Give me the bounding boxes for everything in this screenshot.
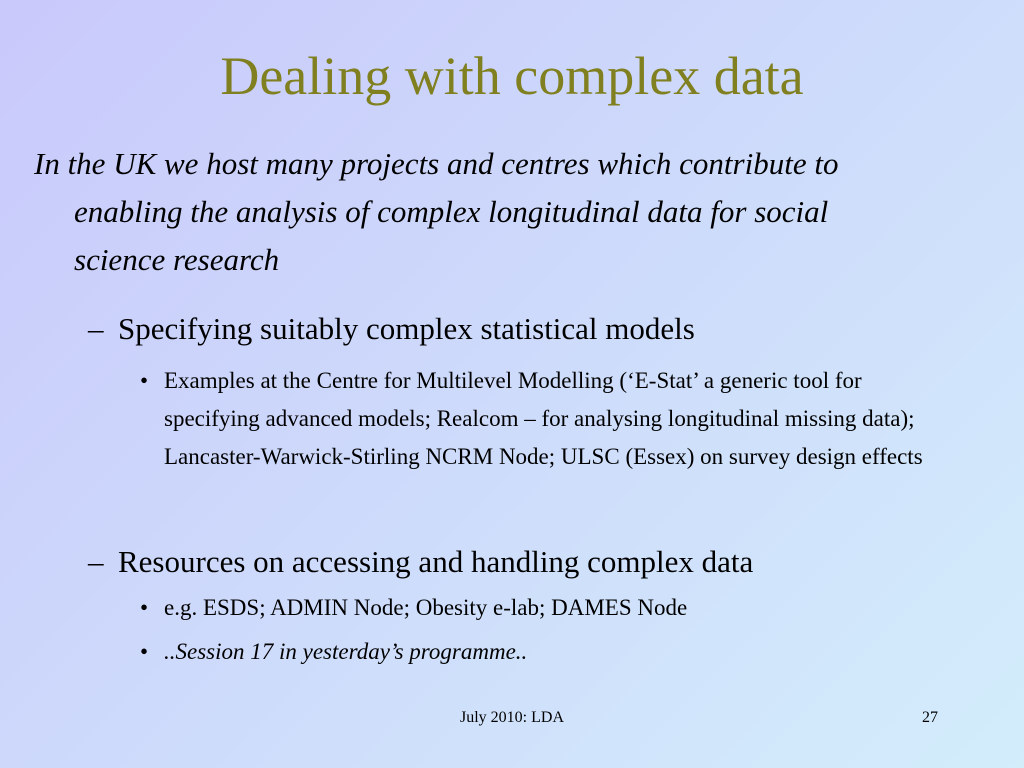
section-heading-text: Specifying suitably complex statistical models xyxy=(118,311,695,346)
bullet-marker: • xyxy=(140,595,149,620)
dash-marker: – xyxy=(88,311,104,346)
dash-marker: – xyxy=(88,544,104,579)
bullet-marker: • xyxy=(140,639,149,664)
page-number: 27 xyxy=(922,709,938,726)
bullet-marker: • xyxy=(140,368,149,393)
list-item xyxy=(140,362,960,476)
footer-date: July 2010: LDA xyxy=(460,709,564,726)
bullet-text: e.g. ESDS; ADMIN Node; Obesity e-lab; DAMES Node xyxy=(164,595,688,620)
bullet-list-models xyxy=(140,362,960,476)
intro-paragraph: In the UK we host many projects and centres which contribute to enabling the analysis of complex longitudinal data for social science research xyxy=(34,146,839,277)
section-heading-resources xyxy=(88,543,988,581)
section-heading-text: Resources on accessing and handling complex data xyxy=(118,544,754,579)
list-item xyxy=(140,633,960,671)
bullet-text: Examples at the Centre for Multilevel Modelling (‘E-Stat’ a generic tool for specifying advanced models; Realcom – for analysing longitudinal missing data); Lancaster-Warwick-Stirling NCRM Node; ULSC (Essex) on survey design effects xyxy=(164,368,923,469)
list-item xyxy=(140,589,960,627)
bullet-text: ..Session 17 in yesterday’s programme.. xyxy=(164,639,528,664)
section-heading-models xyxy=(88,310,988,348)
bullet-list-resources xyxy=(140,589,960,671)
slide-title: Dealing with complex data xyxy=(220,46,804,106)
